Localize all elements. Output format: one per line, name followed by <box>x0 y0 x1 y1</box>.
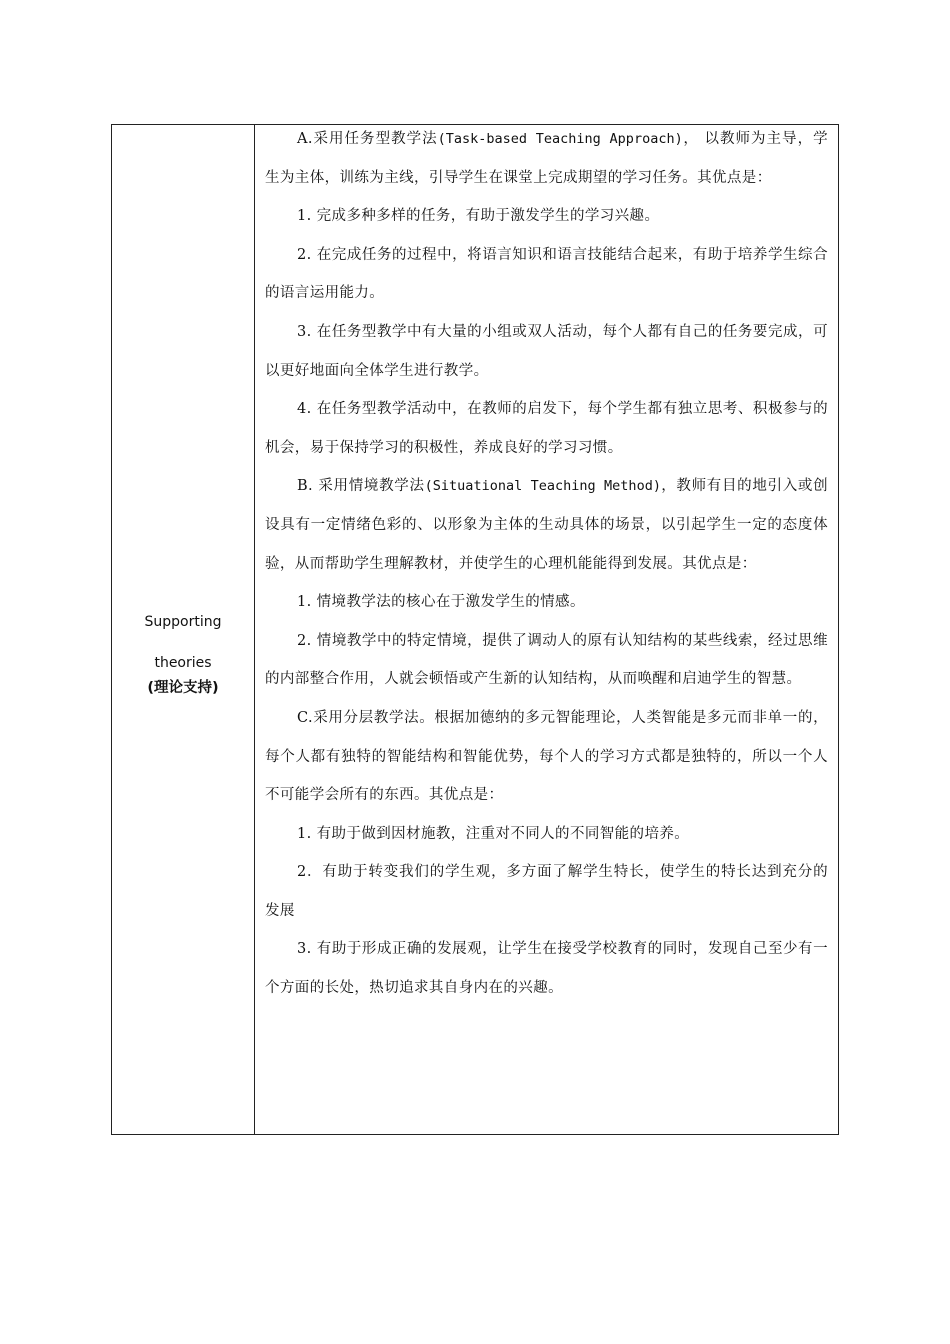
label-line-2: theories <box>154 654 212 671</box>
paragraph-b-post: ，教师有目的地引入或创设具有一定情绪色彩的、以形象为主体的生动具体的场景，以引起学生一定的态度体验，从而帮助学生理解教材，并使学生的心理机能能得到发展。其优点是： <box>265 478 829 572</box>
paragraph-a-pre: A.采用任务型教学法 <box>297 131 438 147</box>
paragraph-a <box>265 120 828 197</box>
content-cell <box>255 125 838 1134</box>
paragraph-c2: 2．有助于转变我们的学生观，多方面了解学生特长，使学生的特长达到充分的发展 <box>265 864 828 919</box>
label-cell <box>112 125 255 1134</box>
paragraph-a4: 4. 在任务型教学活动中，在教师的启发下，每个学生都有独立思考、积极参与的机会，易于保持学习的积极性，养成良好的学习习惯。 <box>265 401 828 456</box>
paragraph-a3: 3. 在任务型教学中有大量的小组或双人活动，每个人都有自己的任务要完成，可以更好地面向全体学生进行教学。 <box>265 323 828 379</box>
paragraph-b-pre: B. 采用情境教学法 <box>297 478 425 495</box>
paragraph-a-en: (Task-based Teaching Approach) <box>437 131 683 147</box>
paragraph-c1: 1. 有助于做到因材施教，注重对不同人的不同智能的培养。 <box>297 825 690 842</box>
paragraph-a1: 1. 完成多种多样的任务，有助于激发学生的学习兴趣。 <box>297 208 660 225</box>
paragraph-a2: 2. 在完成任务的过程中，将语言知识和语言技能结合起来，有助于培养学生综合的语言运用能力。 <box>265 246 828 302</box>
paragraph-b1: 1. 情境教学法的核心在于激发学生的情感。 <box>297 594 585 611</box>
theory-table <box>111 124 839 1135</box>
paragraph-b2: 2. 情境教学中的特定情境，提供了调动人的原有认知结构的某些线索，经过思维的内部整合作用，人就会顿悟或产生新的认知结构，从而唤醒和启迪学生的智慧。 <box>265 632 828 688</box>
paragraph-c3: 3. 有助于形成正确的发展观，让学生在接受学校教育的同时，发现自己至少有一个方面的长处，热切追求其自身内在的兴趣。 <box>265 941 828 997</box>
paragraph-c: C.采用分层教学法。根据加德纳的多元智能理论，人类智能是多元而非单一的，每个人都有独特的智能结构和智能优势，每个人的学习方式都是独特的，所以一个人不可能学会所有的东西。其优点是： <box>265 709 828 804</box>
label-line-3: (理论支持) <box>147 679 219 696</box>
paragraph-b-en: (Situational Teaching Method) <box>424 478 661 495</box>
paragraph-b <box>265 467 828 583</box>
paragraph-a-post: ， 以教师为主导，学生为主体，训练为主线，引导学生在课堂上完成期望的学习任务。其优点是： <box>265 131 828 186</box>
label-line-1: Supporting <box>144 613 222 630</box>
